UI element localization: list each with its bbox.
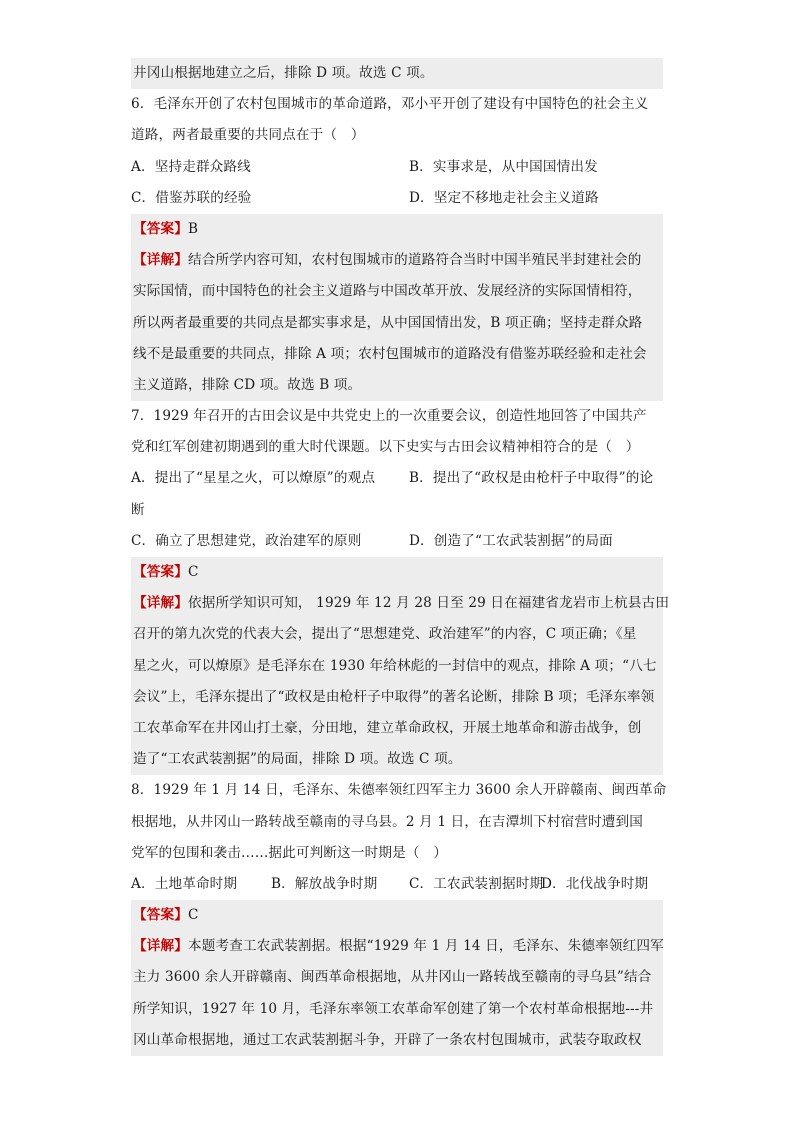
option-c: C．借鉴苏联的经验	[131, 189, 252, 206]
option-c: C．工农武装割据时期	[409, 875, 544, 892]
option-a: A．坚持走群众路线	[131, 158, 251, 175]
option-row	[131, 526, 663, 557]
detail-continuation: 井冈山根据地建立之后，排除 D 项。故选 C 项。	[131, 58, 663, 89]
option-row	[131, 152, 663, 183]
document-page	[131, 58, 670, 1056]
option-b: B．实事求是，从中国国情出发	[409, 158, 598, 175]
detail-text: 依据所学知识可知， 1929 年 12 月 28 日至 29 日在福建省龙岩市上杭县古田	[187, 595, 670, 612]
detail-line	[131, 245, 663, 276]
question-stem-line: 根据地，从井冈山一路转战至赣南的寻乌县。2 月 1 日，在吉潭圳下村宿营时遭到国	[131, 813, 644, 830]
detail-line: 线不是最重要的共同点，排除 A 项；农村包围城市的道路没有借鉴苏联经验和走社会	[131, 339, 663, 370]
answer-line	[131, 900, 663, 931]
detail-line: 所以两者最重要的共同点是都实事求是，从中国国情出发，B 项正确；坚持走群众路	[131, 308, 663, 339]
detail-label: 【详解】	[133, 595, 188, 612]
question-stem-line: 道路，两者最重要的共同点在于（ ）	[131, 127, 365, 144]
detail-line: 实际国情，而中国特色的社会主义道路与中国改革开放、发展经济的实际国情相符，	[131, 276, 663, 307]
detail-line: 主力 3600 余人开辟赣南、闽西革命根据地，从井冈山一路转战至赣南的寻乌县”结合	[131, 962, 663, 993]
answer-line	[131, 214, 663, 245]
option-b: B．解放战争时期	[271, 875, 378, 892]
detail-line: 会议”上，毛泽东提出了“政权是由枪杆子中取得”的著名论断，排除 B 项；毛泽东率领	[131, 682, 663, 713]
option-b: B．提出了“政权是由枪杆子中取得”的论	[409, 470, 654, 487]
option-row	[131, 183, 663, 214]
answer-value: C	[187, 564, 199, 580]
option-row	[131, 463, 663, 494]
option-a: A．提出了“星星之火，可以燎原”的观点	[131, 470, 376, 487]
option-c: C．确立了思想建党，政治建军的原则	[131, 532, 362, 549]
question-8	[131, 775, 667, 1056]
detail-text: 结合所学内容可知，农村包围城市的道路符合当时中国半殖民半封建社会的	[187, 252, 642, 269]
answer-value: B	[187, 220, 199, 237]
detail-line: 冈山革命根据地，通过工农武装割据斗争，开辟了一条农村包围城市，武装夺取政权	[131, 1025, 663, 1056]
option-d: D．坚定不移地走社会主义道路	[409, 189, 599, 206]
question-stem-line: 6．毛泽东开创了农村包围城市的革命道路，邓小平开创了建设有中国特色的社会主义	[131, 96, 649, 113]
answer-label: 【答案】	[133, 564, 188, 580]
detail-line: 工农革命军在井冈山打土豪，分田地，建立革命政权，开展土地革命和游击战争，创	[131, 713, 663, 744]
question-7	[131, 401, 670, 775]
answer-label: 【答案】	[133, 220, 188, 237]
detail-line: 造了“工农武装割据”的局面，排除 D 项。故选 C 项。	[131, 744, 663, 775]
detail-line	[131, 931, 663, 962]
question-stem-line: 党军的包围和袭击……据此可判断这一时期是（ ）	[131, 844, 448, 861]
question-stem-line: 8．1929 年 1 月 14 日，毛泽东、朱德率领红四军主力 3600 余人开辟赣南、闽西革命	[131, 782, 667, 799]
option-row	[131, 869, 663, 900]
detail-line: 主义道路，排除 CD 项。故选 B 项。	[131, 370, 663, 401]
option-d: D．北伐战争时期	[541, 875, 649, 892]
detail-line: 所学知识，1927 年 10 月，毛泽东率领工农革命军创建了第一个农村革命根据地---井	[131, 994, 663, 1025]
detail-line: 召开的第九次党的代表大会，提出了“思想建党、政治建军”的内容，C 项正确；《星	[131, 619, 663, 650]
option-d: D．创造了“工农武装割据”的局面	[409, 532, 613, 549]
detail-label: 【详解】	[133, 252, 188, 269]
answer-value: C	[187, 907, 199, 924]
question-stem-line: 7．1929 年召开的古田会议是中共党史上的一次重要会议，创造性地回答了中国共产	[131, 408, 647, 425]
detail-line: 星之火，可以燎原》是毛泽东在 1930 年给林彪的一封信中的观点，排除 A 项；“八七	[131, 651, 663, 682]
option-continuation: 断	[131, 501, 145, 518]
answer-label: 【答案】	[133, 907, 188, 924]
detail-text: 本题考查工农武装割据。根据“1929 年 1 月 14 日，毛泽东、朱德率领红四军	[187, 938, 664, 955]
question-6	[131, 89, 663, 401]
answer-line	[131, 557, 663, 588]
option-a: A．土地革命时期	[131, 875, 238, 892]
detail-label: 【详解】	[133, 938, 188, 955]
question-stem-line: 党和红军创建初期遇到的重大时代课题。以下史实与古田会议精神相符合的是（ ）	[131, 439, 640, 456]
detail-line	[131, 588, 670, 619]
